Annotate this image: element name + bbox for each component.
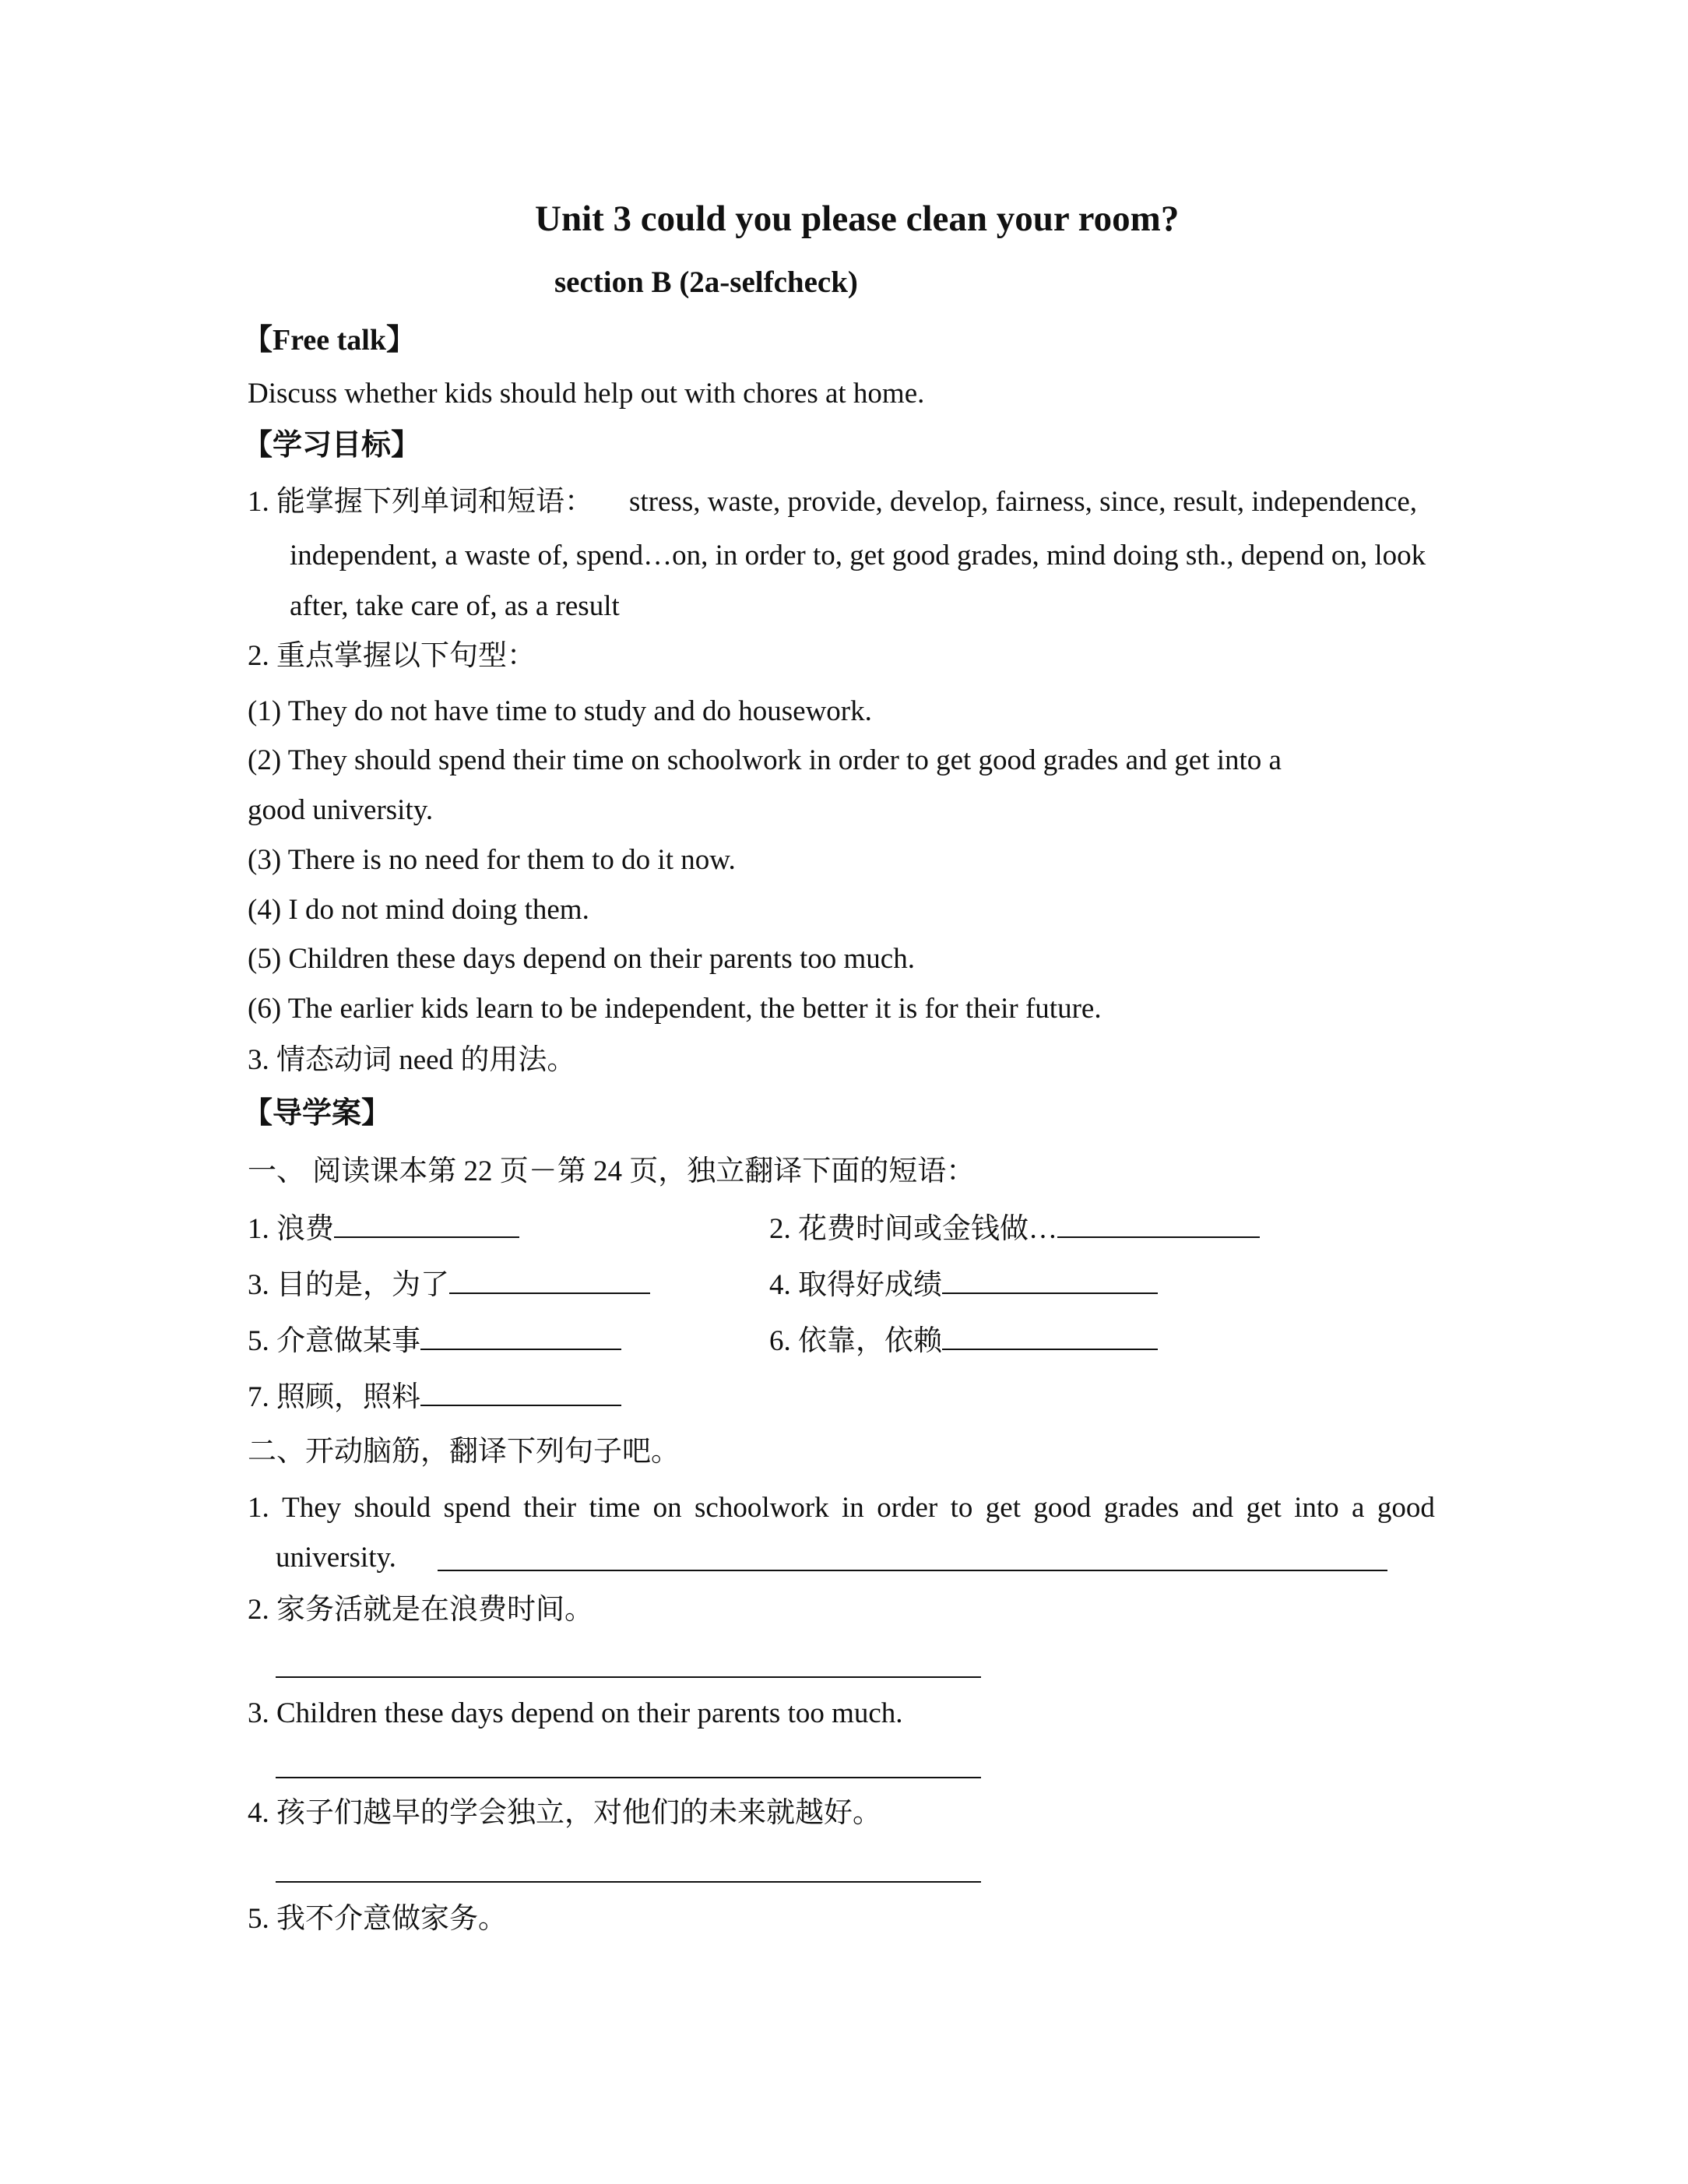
sentence-1: (1) They do not have time to study and do housework.	[248, 695, 872, 727]
free-talk-heading: 【Free talk】	[243, 324, 416, 357]
question-2: 2. 家务活就是在浪费时间。	[248, 1594, 593, 1626]
q1-word: their	[523, 1492, 577, 1524]
objective-1-prefix: 1. 能掌握下列单词和短语：	[248, 486, 593, 518]
q1-word: 1.	[248, 1492, 269, 1524]
sentence-2: (2) They should spend their time on schoolwork in order to get good grades and get into a	[248, 744, 1282, 776]
phrase-7-label: 7. 照顾，照料	[248, 1381, 420, 1413]
phrase-2	[769, 1213, 1260, 1243]
question-4: 4. 孩子们越早的学会独立，对他们的未来就越好。	[248, 1797, 881, 1829]
free-talk-text: Discuss whether kids should help out with chores at home.	[248, 378, 925, 410]
question-1-line-1	[248, 1493, 1435, 1522]
sentence-6: (6) The earlier kids learn to be independent, the better it is for their future.	[248, 993, 1102, 1025]
phrase-5	[248, 1325, 621, 1356]
sentence-4: (4) I do not mind doing them.	[248, 894, 589, 926]
sentence-5: (5) Children these days depend on their parents too much.	[248, 943, 915, 975]
answer-line-2[interactable]	[276, 1676, 981, 1678]
objective-1-line-3: after, take care of, as a result	[290, 590, 620, 622]
objectives-heading: 【学习目标】	[243, 429, 421, 462]
answer-line-1[interactable]	[438, 1570, 1387, 1571]
q1-word: grades	[1103, 1492, 1180, 1524]
objective-3: 3. 情态动词 need 的用法。	[248, 1044, 576, 1076]
question-1-line-2: university.	[276, 1542, 396, 1574]
phrase-7-blank[interactable]	[420, 1381, 621, 1406]
page-subtitle: section B (2a-selfcheck)	[554, 266, 858, 299]
question-5: 5. 我不介意做家务。	[248, 1903, 507, 1935]
phrase-5-label: 5. 介意做某事	[248, 1325, 420, 1357]
q1-word: They	[282, 1492, 342, 1524]
phrase-7	[248, 1381, 621, 1412]
phrase-1	[248, 1213, 519, 1243]
part-1-title: 一、 阅读课本第 22 页－第 24 页，独立翻译下面的短语：	[248, 1155, 976, 1187]
phrase-1-blank[interactable]	[334, 1213, 519, 1238]
phrase-4-label: 4. 取得好成绩	[769, 1269, 942, 1301]
q1-word: on	[652, 1492, 682, 1524]
answer-line-4[interactable]	[276, 1881, 981, 1883]
phrase-1-label: 1. 浪费	[248, 1213, 334, 1245]
question-3: 3. Children these days depend on their parents too much.	[248, 1697, 903, 1729]
q1-word: get	[1246, 1492, 1282, 1524]
q1-word: time	[589, 1492, 641, 1524]
phrase-6-label: 6. 依靠，依赖	[769, 1325, 942, 1357]
phrase-4-blank[interactable]	[942, 1269, 1158, 1294]
answer-line-3[interactable]	[276, 1777, 981, 1778]
phrase-6	[769, 1325, 1158, 1356]
phrase-3	[248, 1269, 650, 1299]
q1-word: should	[353, 1492, 431, 1524]
objective-2: 2. 重点掌握以下句型：	[248, 640, 536, 672]
q1-word: and	[1191, 1492, 1234, 1524]
sentence-2-cont: good university.	[248, 794, 434, 826]
q1-word: good	[1377, 1492, 1435, 1524]
phrase-6-blank[interactable]	[942, 1325, 1158, 1350]
q1-word: order	[877, 1492, 938, 1524]
q1-word: a	[1352, 1492, 1365, 1524]
phrase-2-blank[interactable]	[1057, 1213, 1260, 1238]
phrase-3-blank[interactable]	[449, 1269, 650, 1294]
q1-word: spend	[443, 1492, 511, 1524]
objective-1-line-1: stress, waste, provide, develop, fairness, since, result, independence,	[629, 486, 1418, 518]
q1-word: get	[985, 1492, 1021, 1524]
page-title: Unit 3 could you please clean your room?	[535, 199, 1180, 239]
q1-word: in	[842, 1492, 864, 1524]
part-2-title: 二、开动脑筋，翻译下列句子吧。	[248, 1436, 680, 1468]
guide-heading: 【导学案】	[243, 1097, 392, 1130]
phrase-4	[769, 1269, 1158, 1299]
phrase-3-label: 3. 目的是，为了	[248, 1269, 449, 1301]
q1-word: schoolwork	[695, 1492, 829, 1524]
q1-word: to	[950, 1492, 973, 1524]
q1-word: into	[1294, 1492, 1339, 1524]
sentence-3: (3) There is no need for them to do it now.	[248, 844, 736, 876]
phrase-2-label: 2. 花费时间或金钱做…	[769, 1213, 1057, 1245]
q1-word: good	[1033, 1492, 1092, 1524]
phrase-5-blank[interactable]	[420, 1325, 621, 1350]
objective-1-line-2: independent, a waste of, spend…on, in order to, get good grades, mind doing sth., depend on, look	[290, 540, 1426, 571]
